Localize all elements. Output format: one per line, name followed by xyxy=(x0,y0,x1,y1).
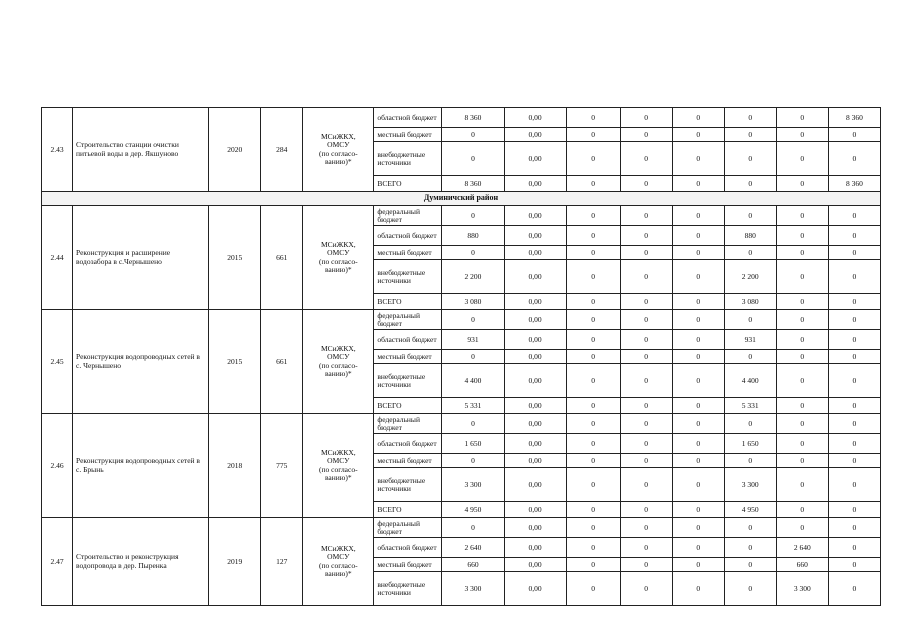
table-row xyxy=(42,206,881,226)
funding-value: 0 xyxy=(566,518,620,538)
funding-value: 0 xyxy=(566,246,620,260)
project-executor xyxy=(303,414,374,518)
project-executor xyxy=(303,310,374,414)
funding-value: 0 xyxy=(442,142,504,176)
project-year: 2020 xyxy=(209,108,261,192)
funding-value: 0,00 xyxy=(504,142,566,176)
funding-value: 0,00 xyxy=(504,260,566,294)
funding-value: 931 xyxy=(442,330,504,350)
funding-value: 4 400 xyxy=(442,364,504,398)
executor-line: ОМСУ xyxy=(327,552,350,562)
funding-value: 8 360 xyxy=(442,108,504,128)
funding-value: 0 xyxy=(776,434,828,454)
funding-value: 0 xyxy=(776,454,828,468)
funding-value: 0,00 xyxy=(504,330,566,350)
project-year: 2019 xyxy=(209,518,261,606)
funding-value: 0 xyxy=(776,294,828,310)
funding-value: 0,00 xyxy=(504,310,566,330)
section-title: Думиничский район xyxy=(42,192,881,206)
executor-line: ванию)* xyxy=(324,472,352,482)
funding-value: 880 xyxy=(724,226,776,246)
funding-source: местный бюджет xyxy=(374,350,442,364)
executor-line: МСиЖКХ, xyxy=(320,132,356,141)
funding-value: 0,00 xyxy=(504,518,566,538)
funding-value: 0 xyxy=(828,398,880,414)
funding-value: 0 xyxy=(776,176,828,192)
project-name: Строительство и реконструкция водопровода в дер. Пыренка xyxy=(73,518,209,606)
funding-value: 0 xyxy=(566,206,620,226)
funding-value: 0 xyxy=(672,468,724,502)
table-row xyxy=(42,414,881,434)
funding-source: местный бюджет xyxy=(374,246,442,260)
project-capacity: 661 xyxy=(261,206,303,310)
funding-value: 0 xyxy=(620,350,672,364)
funding-value: 0 xyxy=(620,246,672,260)
funding-value: 0 xyxy=(566,454,620,468)
funding-value: 0 xyxy=(828,142,880,176)
funding-value: 0,00 xyxy=(504,454,566,468)
executor-line: (по согласо- xyxy=(319,360,358,370)
funding-value: 0 xyxy=(442,206,504,226)
funding-value: 0 xyxy=(828,502,880,518)
investment-program-table xyxy=(41,107,881,606)
funding-value: 0 xyxy=(566,294,620,310)
funding-value: 8 360 xyxy=(828,176,880,192)
funding-source: областной бюджет xyxy=(374,434,442,454)
funding-source: ВСЕГО xyxy=(374,502,442,518)
funding-value: 0,00 xyxy=(504,294,566,310)
funding-value: 0 xyxy=(672,538,724,558)
funding-source: местный бюджет xyxy=(374,454,442,468)
funding-value: 3 300 xyxy=(724,468,776,502)
funding-value: 0 xyxy=(672,502,724,518)
project-executor xyxy=(303,108,374,192)
project-executor xyxy=(303,206,374,310)
project-capacity: 775 xyxy=(261,414,303,518)
funding-value: 3 080 xyxy=(724,294,776,310)
section-header-row xyxy=(42,192,881,206)
funding-value: 0 xyxy=(566,142,620,176)
funding-value: 931 xyxy=(724,330,776,350)
project-name: Строительство станции очистки питьевой воды в дер. Якшуново xyxy=(73,108,209,192)
funding-value: 0,00 xyxy=(504,128,566,142)
funding-value: 0 xyxy=(566,538,620,558)
funding-value: 0,00 xyxy=(504,364,566,398)
funding-value: 0 xyxy=(776,350,828,364)
funding-value: 0 xyxy=(724,206,776,226)
funding-value: 0,00 xyxy=(504,502,566,518)
funding-value: 3 080 xyxy=(442,294,504,310)
project-year: 2015 xyxy=(209,206,261,310)
funding-value: 1 650 xyxy=(724,434,776,454)
funding-value: 0 xyxy=(442,454,504,468)
funding-value: 0,00 xyxy=(504,572,566,606)
funding-value: 0 xyxy=(776,518,828,538)
funding-value: 0 xyxy=(566,414,620,434)
funding-value: 0 xyxy=(672,206,724,226)
funding-value: 0,00 xyxy=(504,414,566,434)
project-number: 2.45 xyxy=(42,310,73,414)
funding-value: 0 xyxy=(566,330,620,350)
funding-value: 0 xyxy=(620,260,672,294)
funding-source: областной бюджет xyxy=(374,330,442,350)
funding-value: 0 xyxy=(442,518,504,538)
funding-value: 0,00 xyxy=(504,176,566,192)
funding-value: 0 xyxy=(828,294,880,310)
funding-value: 0 xyxy=(828,518,880,538)
funding-value: 0 xyxy=(828,226,880,246)
funding-value: 0 xyxy=(620,502,672,518)
funding-source: областной бюджет xyxy=(374,226,442,246)
table-row xyxy=(42,310,881,330)
funding-value: 0 xyxy=(828,350,880,364)
funding-value: 0 xyxy=(672,518,724,538)
funding-value: 0 xyxy=(566,572,620,606)
executor-line: ОМСУ xyxy=(327,456,350,466)
funding-value: 0 xyxy=(672,310,724,330)
project-name: Реконструкция водопроводных сетей в с. Брынь xyxy=(73,414,209,518)
funding-value: 0 xyxy=(828,434,880,454)
table-row xyxy=(42,108,881,128)
funding-value: 0 xyxy=(672,434,724,454)
funding-value: 0 xyxy=(776,128,828,142)
funding-value: 0 xyxy=(620,364,672,398)
funding-source: местный бюджет xyxy=(374,558,442,572)
funding-value: 0 xyxy=(442,310,504,330)
funding-value: 0 xyxy=(566,468,620,502)
funding-value: 0 xyxy=(620,108,672,128)
funding-value: 0 xyxy=(672,558,724,572)
funding-source: внебюджетные источники xyxy=(374,142,442,176)
funding-value: 0 xyxy=(828,260,880,294)
funding-value: 0 xyxy=(828,558,880,572)
funding-value: 0,00 xyxy=(504,468,566,502)
funding-source: областной бюджет xyxy=(374,538,442,558)
funding-value: 0 xyxy=(442,128,504,142)
funding-value: 0 xyxy=(828,128,880,142)
funding-value: 0 xyxy=(566,108,620,128)
funding-value: 0 xyxy=(776,226,828,246)
funding-value: 0 xyxy=(672,294,724,310)
funding-value: 0 xyxy=(566,128,620,142)
funding-value: 0 xyxy=(828,454,880,468)
funding-value: 0 xyxy=(672,364,724,398)
funding-value: 660 xyxy=(442,558,504,572)
executor-line: ванию)* xyxy=(324,368,352,378)
funding-value: 0 xyxy=(620,434,672,454)
funding-value: 0 xyxy=(828,572,880,606)
funding-value: 0 xyxy=(672,246,724,260)
executor-line: ванию)* xyxy=(324,264,352,274)
funding-value: 0 xyxy=(566,434,620,454)
funding-value: 0 xyxy=(672,226,724,246)
funding-value: 0 xyxy=(672,108,724,128)
funding-value: 0 xyxy=(724,108,776,128)
executor-line: (по согласо- xyxy=(319,560,358,570)
project-capacity: 661 xyxy=(261,310,303,414)
funding-value: 0 xyxy=(566,558,620,572)
funding-value: 0 xyxy=(620,454,672,468)
funding-value: 0 xyxy=(672,350,724,364)
funding-value: 0 xyxy=(620,142,672,176)
funding-value: 5 331 xyxy=(442,398,504,414)
executor-line: (по согласо- xyxy=(319,148,358,158)
funding-value: 0 xyxy=(828,414,880,434)
funding-value: 0 xyxy=(672,260,724,294)
funding-value: 0 xyxy=(724,176,776,192)
funding-value: 8 360 xyxy=(442,176,504,192)
funding-source: внебюджетные источники xyxy=(374,468,442,502)
funding-value: 0 xyxy=(442,246,504,260)
funding-value: 0 xyxy=(724,558,776,572)
funding-value: 0 xyxy=(724,128,776,142)
funding-value: 2 640 xyxy=(776,538,828,558)
project-name: Реконструкция и расширение водозабора в с.Чернышено xyxy=(73,206,209,310)
funding-value: 0,00 xyxy=(504,226,566,246)
funding-value: 0 xyxy=(724,518,776,538)
executor-line: МСиЖКХ, xyxy=(320,448,356,457)
funding-source: внебюджетные источники xyxy=(374,364,442,398)
executor-line: (по согласо- xyxy=(319,464,358,474)
funding-value: 4 950 xyxy=(442,502,504,518)
funding-value: 0 xyxy=(672,454,724,468)
funding-value: 0 xyxy=(620,538,672,558)
funding-value: 0 xyxy=(566,364,620,398)
funding-value: 0 xyxy=(776,330,828,350)
project-year: 2018 xyxy=(209,414,261,518)
funding-value: 0 xyxy=(620,310,672,330)
funding-source: федеральный бюджет xyxy=(374,310,442,330)
funding-value: 0 xyxy=(620,330,672,350)
funding-value: 0 xyxy=(566,260,620,294)
funding-value: 0,00 xyxy=(504,538,566,558)
funding-value: 1 650 xyxy=(442,434,504,454)
funding-value: 0 xyxy=(828,364,880,398)
funding-value: 2 200 xyxy=(724,260,776,294)
funding-value: 0 xyxy=(620,518,672,538)
funding-value: 0 xyxy=(724,454,776,468)
executor-line: МСиЖКХ, xyxy=(320,240,356,249)
funding-value: 0 xyxy=(620,128,672,142)
funding-value: 2 640 xyxy=(442,538,504,558)
executor-line: МСиЖКХ, xyxy=(320,344,356,353)
funding-value: 0 xyxy=(620,294,672,310)
funding-value: 0 xyxy=(828,206,880,226)
funding-value: 0 xyxy=(776,414,828,434)
funding-value: 0 xyxy=(828,330,880,350)
project-number: 2.44 xyxy=(42,206,73,310)
funding-value: 0 xyxy=(776,468,828,502)
funding-value: 3 300 xyxy=(442,468,504,502)
funding-value: 0 xyxy=(828,246,880,260)
funding-value: 0,00 xyxy=(504,108,566,128)
funding-value: 3 300 xyxy=(776,572,828,606)
funding-value: 0 xyxy=(672,330,724,350)
executor-line: ванию)* xyxy=(324,156,352,166)
funding-value: 0,00 xyxy=(504,434,566,454)
funding-value: 0 xyxy=(724,310,776,330)
funding-source: ВСЕГО xyxy=(374,398,442,414)
funding-value: 0 xyxy=(776,108,828,128)
funding-value: 8 360 xyxy=(828,108,880,128)
funding-value: 0 xyxy=(828,468,880,502)
funding-value: 0,00 xyxy=(504,558,566,572)
funding-value: 0 xyxy=(724,538,776,558)
funding-value: 0 xyxy=(442,350,504,364)
funding-value: 0 xyxy=(776,142,828,176)
funding-value: 0 xyxy=(672,142,724,176)
funding-value: 0 xyxy=(566,398,620,414)
funding-source: ВСЕГО xyxy=(374,176,442,192)
funding-value: 4 400 xyxy=(724,364,776,398)
funding-value: 0 xyxy=(566,350,620,364)
funding-value: 0 xyxy=(828,310,880,330)
funding-value: 0 xyxy=(672,398,724,414)
funding-source: местный бюджет xyxy=(374,128,442,142)
project-capacity: 284 xyxy=(261,108,303,192)
funding-value: 0 xyxy=(620,398,672,414)
funding-value: 0 xyxy=(620,558,672,572)
funding-value: 0 xyxy=(724,350,776,364)
executor-line: ванию)* xyxy=(324,568,352,578)
funding-value: 0 xyxy=(566,502,620,518)
project-number: 2.43 xyxy=(42,108,73,192)
table-row xyxy=(42,518,881,538)
funding-value: 3 300 xyxy=(442,572,504,606)
funding-value: 0 xyxy=(724,246,776,260)
executor-line: ОМСУ xyxy=(327,140,350,150)
funding-value: 0,00 xyxy=(504,398,566,414)
project-year: 2015 xyxy=(209,310,261,414)
funding-value: 0 xyxy=(672,414,724,434)
funding-value: 0,00 xyxy=(504,206,566,226)
funding-value: 0 xyxy=(620,572,672,606)
project-number: 2.46 xyxy=(42,414,73,518)
funding-value: 2 200 xyxy=(442,260,504,294)
funding-value: 0 xyxy=(672,176,724,192)
funding-value: 660 xyxy=(776,558,828,572)
funding-value: 0 xyxy=(776,502,828,518)
executor-line: ОМСУ xyxy=(327,352,350,362)
funding-value: 0 xyxy=(828,538,880,558)
funding-value: 0,00 xyxy=(504,350,566,364)
funding-value: 0 xyxy=(776,310,828,330)
funding-source: федеральный бюджет xyxy=(374,414,442,434)
funding-value: 5 331 xyxy=(724,398,776,414)
funding-value: 0 xyxy=(776,364,828,398)
funding-source: федеральный бюджет xyxy=(374,206,442,226)
executor-line: (по согласо- xyxy=(319,256,358,266)
funding-value: 880 xyxy=(442,226,504,246)
funding-source: федеральный бюджет xyxy=(374,518,442,538)
funding-value: 0 xyxy=(620,226,672,246)
funding-value: 0 xyxy=(776,246,828,260)
project-capacity: 127 xyxy=(261,518,303,606)
funding-value: 0,00 xyxy=(504,246,566,260)
funding-value: 0 xyxy=(566,226,620,246)
funding-value: 0 xyxy=(776,206,828,226)
project-name: Реконструкция водопроводных сетей в с. Чернышено xyxy=(73,310,209,414)
funding-value: 0 xyxy=(620,468,672,502)
funding-value: 4 950 xyxy=(724,502,776,518)
funding-value: 0 xyxy=(620,414,672,434)
funding-value: 0 xyxy=(776,398,828,414)
funding-value: 0 xyxy=(620,176,672,192)
funding-source: внебюджетные источники xyxy=(374,260,442,294)
funding-value: 0 xyxy=(566,176,620,192)
project-number: 2.47 xyxy=(42,518,73,606)
funding-source: областной бюджет xyxy=(374,108,442,128)
project-executor xyxy=(303,518,374,606)
funding-value: 0 xyxy=(442,414,504,434)
funding-source: внебюджетные источники xyxy=(374,572,442,606)
funding-value: 0 xyxy=(724,572,776,606)
funding-value: 0 xyxy=(672,572,724,606)
executor-line: МСиЖКХ, xyxy=(320,544,356,553)
funding-value: 0 xyxy=(566,310,620,330)
funding-source: ВСЕГО xyxy=(374,294,442,310)
funding-value: 0 xyxy=(776,260,828,294)
funding-value: 0 xyxy=(724,414,776,434)
funding-value: 0 xyxy=(724,142,776,176)
funding-value: 0 xyxy=(620,206,672,226)
executor-line: ОМСУ xyxy=(327,248,350,258)
funding-value: 0 xyxy=(672,128,724,142)
